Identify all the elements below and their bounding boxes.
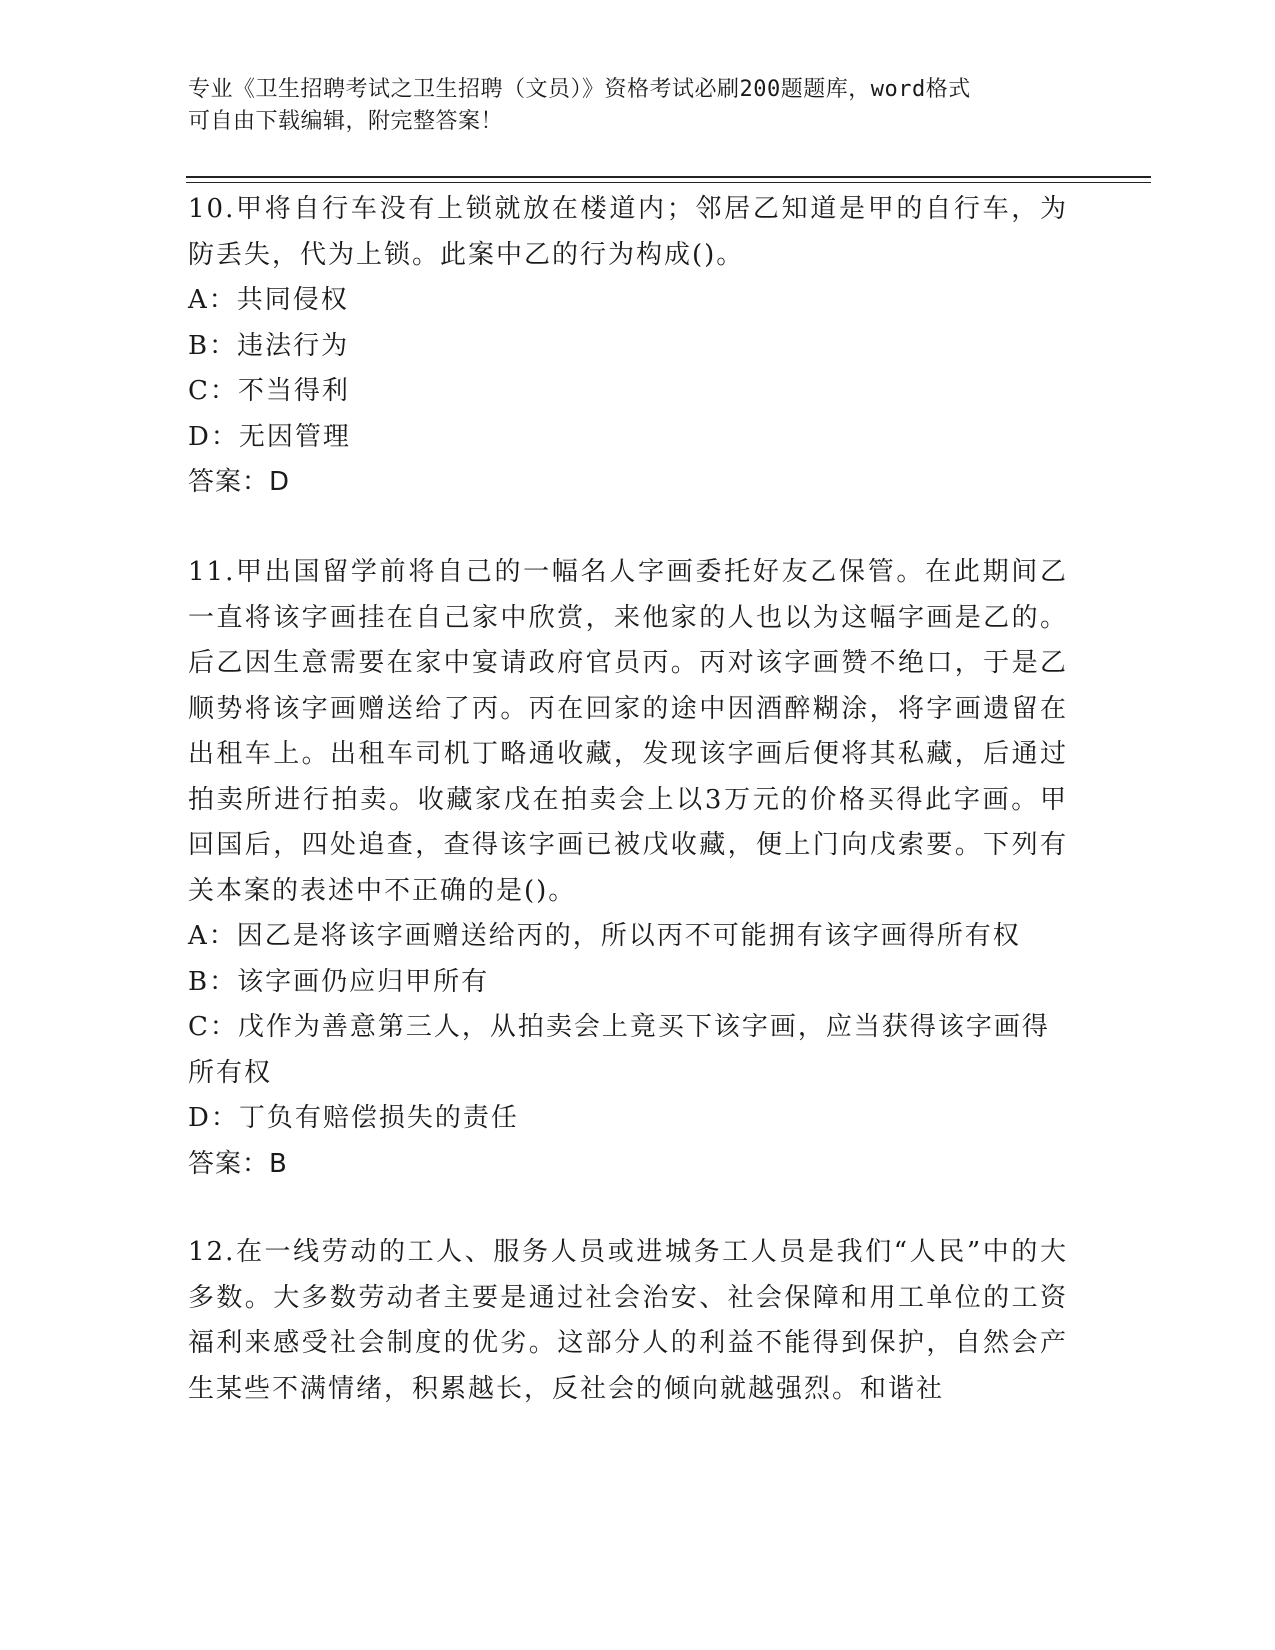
option-d: D：无因管理 — [188, 421, 351, 452]
question-12 — [188, 1230, 1068, 1412]
option-b: B：该字画仍应归甲所有 — [188, 966, 490, 997]
header-line-1: 专业《卫生招聘考试之卫生招聘（文员）》资格考试必刷200题题库，word格式 — [188, 77, 971, 102]
question-11 — [188, 550, 1068, 1187]
option-d: D：丁负有赔偿损失的责任 — [188, 1103, 519, 1133]
option-b: B：违法行为 — [188, 330, 350, 361]
option-a: A：共同侵权 — [188, 285, 349, 315]
question-stem: 10.甲将自行车没有上锁就放在楼道内；邻居乙知道是甲的自行车，为防丢失，代为上锁。此案中乙的行为构成()。 — [188, 194, 1068, 270]
answer: 答案：D — [188, 467, 291, 497]
header-divider-thin — [186, 182, 1151, 183]
header-line-2: 可自由下载编辑，附完整答案！ — [188, 109, 504, 134]
option-a: A：因乙是将该字画赠送给丙的，所以丙不可能拥有该字画得所有权 — [188, 921, 1021, 951]
option-c: C：戊作为善意第三人，从拍卖会上竟买下该字画，应当获得该字画得所有权 — [188, 1012, 1050, 1088]
question-stem: 12.在一线劳动的工人、服务人员或进城务工人员是我们“人民”中的大多数。大多数劳动者主要是通过社会治安、社会保障和用工单位的工资福利来感受社会制度的优劣。这部分人的利益不能得到保护，自然会产生某些不满情绪，积累越长，反社会的倾向就越强烈。和谐社 — [188, 1237, 1068, 1404]
header-divider-thick — [186, 176, 1151, 178]
question-stem: 11.甲出国留学前将自己的一幅名人字画委托好友乙保管。在此期间乙一直将该字画挂在自己家中欣赏，来他家的人也以为这幅字画是乙的。后乙因生意需要在家中宴请政府官员丙。丙对该字画赞不绝口，于是乙顺势将该字画赠送给了丙。丙在回家的途中因酒醉糊涂，将字画遗留在出租车上。出租车司机丁略通收藏，发现该字画后便将其私藏，后通过拍卖所进行拍卖。收藏家戊在拍卖会上以3万元的价格买得此字画。甲回国后，四处追查，查得该字画已被戊收藏，便上门向戊索要。下列有关本案的表述中不正确的是()。 — [188, 557, 1068, 906]
answer: 答案：B — [188, 1148, 288, 1179]
question-10 — [188, 187, 1068, 506]
option-c: C：不当得利 — [188, 376, 350, 406]
document-header — [188, 74, 1068, 138]
